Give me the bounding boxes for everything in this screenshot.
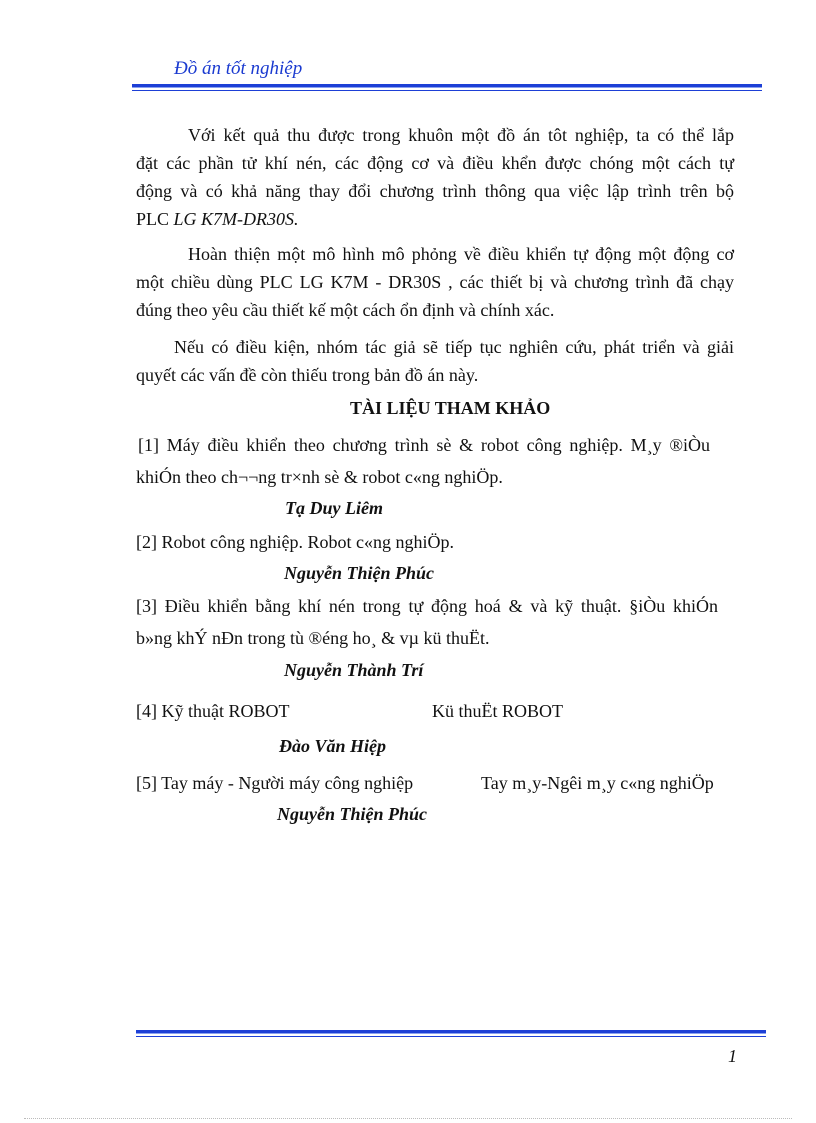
ref-1-author: Tạ Duy Liêm (285, 498, 383, 518)
ref-4-title: [4] Kỹ thuật ROBOT (136, 701, 290, 721)
p2-line-1: Hoàn thiện một mô hình mô phỏng về điều khiển tự động một động cơ (188, 244, 734, 264)
page-number: 1 (728, 1046, 737, 1066)
ref-1-line-1: [1] Máy điều khiển theo chương trình sè & robot công nghiệp. M¸y ®iÒu (138, 435, 710, 455)
ref-5-title-alt: Tay m¸y-Ngêi m¸y c«ng nghiÖp (481, 773, 714, 793)
header-title: Đồ án tốt nghiệp (174, 58, 303, 79)
p1-line-4-model: LG K7M-DR30S. (173, 209, 299, 229)
footer-rule-thin (136, 1036, 766, 1037)
ref-5-author: Nguyễn Thiện Phúc (277, 804, 428, 824)
p1-line-3: động và có khả năng thay đổi chương trình thông qua việc lập trình trên bộ (136, 181, 734, 201)
ref-1-line-2: khiÓn theo ch¬¬ng tr×nh sè & robot c«ng nghiÖp. (136, 467, 503, 487)
references-title: TÀI LIỆU THAM KHẢO (350, 398, 551, 418)
page-edge-divider (24, 1118, 792, 1120)
p1-line-2: đặt các phần tử khí nén, các động cơ và điều khển được chóng một cách tự (136, 153, 734, 173)
p1-line-1: Với kết quả thu được trong khuôn một đồ án tôt nghiệp, ta có thể lắp (188, 125, 734, 145)
p2-line-3: đúng theo yêu cầu thiết kế một cách ổn định và chính xác. (136, 300, 555, 320)
p1-line-4-prefix: PLC (136, 209, 170, 229)
ref-2-author: Nguyễn Thiện Phúc (284, 563, 435, 583)
p1-line-4 (136, 208, 299, 230)
ref-3-line-2: b»ng khÝ nÐn trong tù ®éng ho¸ & vµ kü thuËt. (136, 628, 490, 648)
header-rule-thin (132, 90, 762, 91)
footer-rule (136, 1030, 766, 1034)
ref-2-line-1: [2] Robot công nghiệp. Robot c«ng nghiÖp. (136, 532, 454, 552)
p3-line-2: quyết các vấn đề còn thiếu trong bản đồ án này. (136, 365, 479, 385)
ref-4-author: Đào Văn Hiệp (279, 736, 387, 756)
ref-3-line-1: [3] Điều khiển bằng khí nén trong tự động hoá & và kỹ thuật. §iÒu khiÓn (136, 596, 718, 616)
ref-5-title: [5] Tay máy - Người máy công nghiệp (136, 773, 414, 793)
ref-3-author: Nguyễn Thành Trí (284, 660, 424, 680)
p2-line-2: một chiều dùng PLC LG K7M - DR30S , các thiết bị và chương trình đã chạy (136, 272, 734, 292)
p3-line-1: Nếu có điều kiện, nhóm tác giả sẽ tiếp tục nghiên cứu, phát triển và giải (174, 337, 734, 357)
header-rule (132, 84, 762, 88)
ref-4-title-alt: Kü thuËt ROBOT (432, 701, 564, 721)
